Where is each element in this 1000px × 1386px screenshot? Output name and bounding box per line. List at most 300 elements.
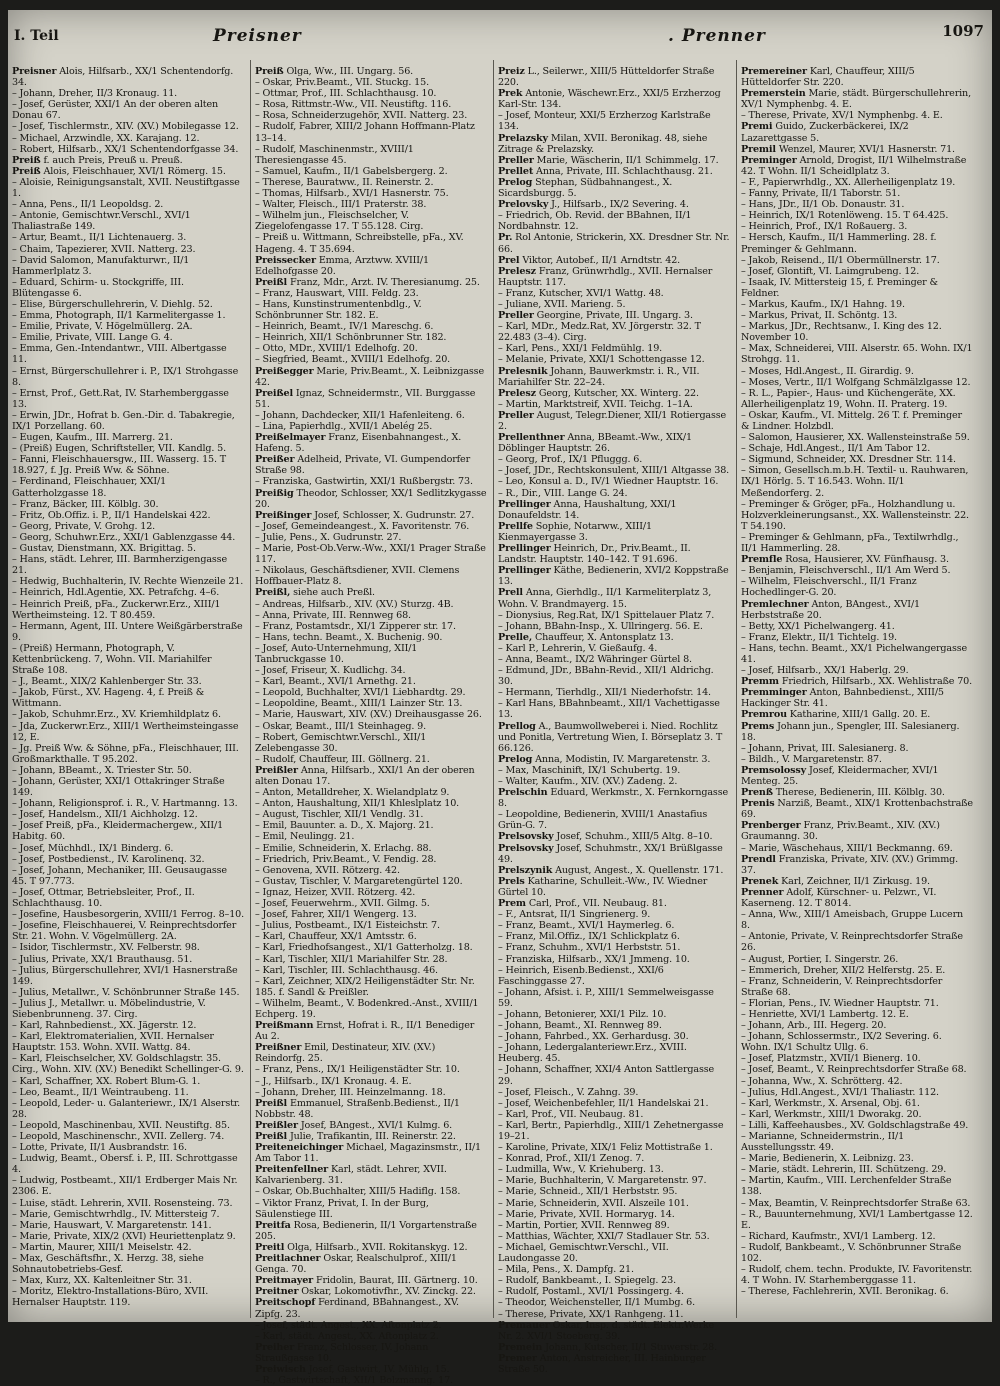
directory-entry: Preitner Oskar, Lokomotivfhr., XV. Zinckg. 22. [255, 1286, 476, 1298]
directory-entry: – Dionysius, Reg.Rat, IX/1 Spittelauer Platz 7. [498, 609, 715, 621]
directory-entry: – Johanna, Ww., X. Schrötterg. 42. [741, 1075, 903, 1087]
directory-entry: Prelesnik Johann, Bauwerkmstr. i. R., VII. Mariahilfer Str. 22–24. [498, 365, 700, 388]
directory-entry: – Rudolf, Bankbeamt., I. Spiegelg. 23. [498, 1275, 676, 1287]
directory-entry: Prenß Therese, Bedienerin, III. Kölblg. 30. [741, 787, 945, 799]
directory-entry: – Josef, Feuerwehrm., XVII. Gilmg. 5. [255, 898, 430, 910]
directory-entry: – Josef, Postbedienst., IV. Karolinenq. 32. [12, 853, 205, 865]
directory-entry: – R., Bauunternehmung, XVI/1 Lambertgasse 12. E. [741, 1208, 973, 1231]
directory-entry: – Hermann, Agent, III. Untere Weißgärberstraße 9. [12, 620, 243, 643]
directory-entry: Prem Carl, Prof., VII. Neubaug. 81. [498, 898, 667, 910]
directory-entry: – Karl, Chauffeur, XX/1 Amtsstr. 6. [255, 931, 417, 943]
directory-entry: – Karl, Werkmstr., XIII/1 Dworakg. 20. [741, 1108, 922, 1120]
directory-entry: – Schaje, Hdl.Angest., II/1 Am Tabor 12. [741, 443, 931, 455]
directory-entry: – Johann, Schlossermstr., IX/2 Severing. 6. Wohn. IX/1 Schultz Ullg. 6. [741, 1031, 942, 1054]
directory-entry: Prenis Narziß, Beamt., XIX/1 Krottenbachstraße 69. [741, 798, 973, 821]
directory-entry: – Franz, Elektr., II/1 Tichtelg. 19. [741, 631, 897, 643]
directory-entry: Premlechner Anton, BAngest., XVI/1 Herbststraße 20. [741, 598, 920, 621]
directory-entry: – Leopoldine, Bedienerin, XVIII/1 Anastafius Grün-G. 7. [498, 809, 708, 832]
directory-entry: – Karl, Zeichner, XIX/2 Heiligenstädter Str. Nr. 185. f. Sandl & Preißler. [255, 975, 475, 998]
directory-entry: – Elise, Bürgerschullehrerin, V. Diehlg. 52. [12, 298, 213, 310]
directory-entry: – Friedrich, Ob. Revid. der BBahnen, II/1 Nordbahnstr. 12. [498, 210, 692, 233]
directory-entry: – Leopoldine, Beamt., XIII/1 Lainzer Str. 13. [255, 698, 463, 710]
directory-entry: – Josef, Ottmar, Betriebsleiter, Prof., II. Schlachthausg. 10. [12, 886, 195, 910]
directory-entry: – Leo, Beamt., II/1 Weintraubeng. 11. [12, 1086, 189, 1098]
directory-entry: Prellet Anna, Private, III. Schlachthausg. 21. [498, 165, 713, 177]
directory-entry: – Betty, XX/1 Pichelwangerg. 41. [741, 620, 895, 632]
directory-entry: Prelsovsky Josef, Schuhmstr., XX/1 Brüßlgasse 49. [498, 842, 723, 865]
directory-entry: Preißel Ignaz, Schneidermstr., VII. Burggasse 51. [255, 387, 476, 410]
directory-entry: – Moritz, Elektro-Installations-Büro, XVII. Hernalser Hauptstr. 119. [12, 1286, 209, 1309]
directory-page [8, 10, 992, 1386]
directory-entry: – Emil, Bauunter. a. D., X. Majorg. 21. [255, 820, 434, 832]
directory-entry: – Ferdinand, Fleischhauer, XXI/1 Gatterholzgasse 18. [12, 476, 167, 499]
directory-entry: – Josefine, Hausbesorgerin, XVIII/1 Ferrog. 8–10. [12, 909, 245, 921]
directory-entry: – Josef, Hilfsarb., XX/1 Haberlg. 29. [741, 665, 909, 677]
directory-entry: – Franziska, Hilfsarb., XX/1 Jmmeng. 10. [498, 953, 690, 965]
directory-entry: – Friedrich, Priv.Beamt., V. Fendig. 28. [255, 853, 437, 865]
directory-entry: – Lotte, Private, II/1 Ausbrandstr. 16. [12, 1142, 187, 1154]
directory-entry: – Josef, JDr., Rechtskonsulent, XIII/1 Altgasse 38. [498, 465, 730, 477]
directory-entry: – Ludwig, Beamt., Obersf. i. P., III. Schrottgasse 4. [12, 1153, 238, 1176]
directory-entry: Preißler Josef, BAngest., XVI/1 Kulmg. 6. [255, 1119, 453, 1131]
directory-entry: – Josef, Gerüster, XXI/1 An der oberen alten Donau 67. [12, 99, 219, 122]
directory-entry: – F., Antsrat, II/1 Singrienerg. 9. [498, 909, 651, 921]
directory-entry: Preißl Julie, Trafikantin, III. Reinerstr. 22. [255, 1131, 456, 1142]
directory-entry: – Emilie, Schneiderin, X. Erlachg. 88. [255, 842, 432, 854]
directory-entry: – Salomon, Hausierer, XX. Wallensteinstraße 59. [741, 432, 970, 444]
directory-entry: – Sigmund, Schneider, XX. Dresdner Str. 114. [741, 454, 956, 466]
column-2 [255, 66, 487, 1386]
directory-entry: – Theodor, Weichensteller, II/1 Mumbg. 6. [498, 1297, 696, 1309]
directory-entry: – Ernst, Prof., Gett.Rat, IV. Starhemberggasse 13. [12, 387, 229, 410]
directory-entry: – Juliane, XVII. Marieng. 5. [498, 298, 626, 310]
directory-entry: Preitmayer Fridolin, Baurat, III. Gärtnerg. 10. [255, 1275, 478, 1287]
directory-entry: – Matthias, Wächter, XXI/7 Stadlauer Str. 53. [498, 1230, 710, 1242]
directory-entry: – Josef, Fahrer, XII/1 Wengerg. 13. [255, 909, 417, 921]
directory-entry: Preminger Arnold, Drogist, II/1 Wilhelmstraße 42. T Wohn. II/1 Scheidlplatz 3. [741, 154, 967, 177]
directory-entry: – Karl, Fleischselcher, XV. Goldschlagstr. 35. Cirg., Wohn. XIV. (XV.) Benedikt Schellinger-G. 9. [12, 1053, 244, 1076]
directory-entry: – Gustav, Tischler, V. Margaretengürtel 120. [255, 875, 463, 887]
directory-entry: – Michael, Gemischtwr.Verschl., VII. Laudongasse 20. [498, 1241, 669, 1265]
directory-entry: – Thomas, Hilfsarb., XVI/1 Hasnerstr. 75. [255, 188, 449, 200]
directory-entry: – Karl, Werkmstr., X. Arsenal, Obj. 61. [741, 1097, 920, 1109]
directory-entry: – Karl, Bertr., Papierhdlg., XIII/1 Zehetnergasse 19–21. [498, 1119, 724, 1142]
directory-entry: – Anna, Private, III. Rennweg 68. [255, 609, 411, 621]
directory-entry: – Max, Schneiderei, VIII. Alserstr. 65. Wohn. IX/1 Strohgg. 11. [741, 343, 973, 366]
directory-entry: Preisner Alois, Hilfsarb., XX/1 Schentendorfg. 34. [12, 66, 234, 89]
directory-entry: – Jda, Zuckerwr.Erz., XIII/1 Wertheimsteingasse 12, E. [12, 720, 239, 743]
directory-entry: – Ernst, Bürgerschullehrer i. P., IX/1 Strohgasse 8. [12, 365, 239, 388]
directory-entry: – Gustav, Dienstmann, XX. Brigittag. 5. [12, 543, 196, 555]
directory-entry: – Josef, Johann, Mechaniker, III. Geusaugasse 45. T 97.773. [12, 864, 227, 887]
directory-entry: – Erwin, JDr., Hofrat b. Gen.-Dir. d. Tabakregie, IX/1 Porzellang. 60. [12, 409, 235, 432]
directory-entry: – Lina, Papierhdlg., XVII/1 Abelég 25. [255, 421, 433, 432]
directory-entry: Prelsovsky Josef, Schuhm., XIII/5 Altg. 8–10. [498, 831, 713, 843]
directory-entry: – Johann, Privat, III. Salesianerg. 8. [741, 742, 909, 754]
directory-entry: – Josef, Platzmstr., XVII/1 Bienerg. 10. [741, 1053, 921, 1065]
directory-entry: Premminger Anton, Bahnbedienst., XIII/5 Hackinger Str. 41. [741, 687, 944, 710]
directory-entry: – Rudolf, Maschinenmstr., XVIII/1 Theresiengasse 45. [255, 143, 414, 166]
directory-entry: – Franz, Bäcker, III. Kölblg. 30. [12, 498, 159, 510]
column-divider [250, 60, 251, 1318]
directory-entry: – Franz, Beamt., XVI/1 Haymerleg. 6. [498, 920, 675, 932]
directory-entry: – Marie, Schneid., XII/1 Herbststr. 95. [498, 1186, 678, 1198]
directory-entry: – Marie, Hauswart, XIV. (XV.) Dreihausgasse 26. [255, 709, 482, 721]
directory-entry: – Josef, Tischlermstr., XIV. (XV.) Mobilegasse 12. [12, 121, 239, 133]
directory-entry: Preitenfellner Karl, städt. Lehrer, XVII. Kalvarienberg. 31. [255, 1164, 447, 1187]
directory-entry: – Heinrich, Hdl.Agentie, XX. Petrafchg. 4–6. [12, 587, 220, 599]
directory-entry: – Josef, Handelsm., XII/1 Aichholzg. 12. [12, 809, 198, 821]
page-header [8, 10, 992, 44]
directory-entry: – Wilhelm, Beamt., V. Bodenkred.-Anst., XVIII/1 Echperg. 19. [255, 997, 479, 1020]
directory-entry: – Julius, Hdl.Angest., XVI/1 Thaliastr. 112. [741, 1086, 939, 1098]
directory-entry: – Karl, Schaffner, XX. Robert Blum-G. 1. [12, 1075, 201, 1087]
directory-entry: Prendl Franziska, Private, XIV. (XV.) Grimmg. 37. [741, 853, 959, 876]
directory-entry: – Marie, Bedienerin, X. Leibnizg. 23. [741, 1153, 914, 1165]
directory-entry: Prel Viktor, Autobef., II/1 Arndtstr. 42. [498, 254, 681, 266]
directory-entry: – Oskar, Ob.Buchhalter, XIII/5 Hadiflg. 158. [255, 1186, 461, 1198]
directory-entry: – Heinrich, Eisenb.Bedienst., XXI/6 Faschinggasse 27. [498, 964, 664, 987]
directory-entry: – Johann, Afsist. i. P., XIII/1 Semmelweisgasse 59. [498, 986, 714, 1009]
directory-entry: Prellog A., Baumwollweberei i. Nied. Rochlitz und Ponitla, Vertretung Wien, I. Börseplatz 3. T 66.126. [498, 720, 723, 754]
directory-entry: – Karl, Prof., VII. Neubaug. 81. [498, 1108, 644, 1120]
directory-entry: – Franz, Mil.Offiz., IX/1 Schlickplatz 6. [498, 931, 680, 943]
directory-entry: – Emmerich, Dreher, XII/2 Helferstg. 25. E. [741, 964, 946, 976]
directory-entry: – Walter, Fleisch., III/1 Praterstr. 38. [255, 199, 427, 211]
directory-entry: – Chaim, Tapezierer, XVII. Natterg. 23. [12, 243, 196, 255]
directory-entry: Preitfa Rosa, Bedienerin, II/1 Vorgartenstraße 205. [255, 1219, 477, 1242]
directory-entry: Premfle Rosa, Hausierer, XV. Fünfhausg. 3. [741, 554, 949, 566]
directory-entry: – Hersch, Kaufm., II/1 Hammerling. 28. f. Preminger & Gehlmann. [741, 232, 937, 255]
directory-entry: Premrou Katharine, XIII/1 Gallg. 20. E. [741, 709, 931, 721]
directory-entry: – Franz, Hauswart, VIII. Feldg. 23. [255, 287, 419, 299]
directory-entry: – R., Dir., VIII. Lange G. 24. [498, 487, 628, 499]
directory-entry: Prelle, Chauffeur, X. Antonsplatz 13. [498, 631, 674, 643]
directory-entry: – Marie, Private, XIX/2 (XVI) Heuriettenplatz 9. [12, 1230, 236, 1242]
directory-entry: – Siegfried, Beamt., XVIII/1 Edelhofg. 20. [255, 354, 451, 366]
directory-entry: Prellinger Heinrich, Dr., Priv.Beamt., II. Landstr. Hauptstr. 140–142. T 91.696. [498, 543, 691, 566]
directory-entry: – Martin, Marktstreif, XVII. Teichg. 1–1A. [498, 398, 693, 410]
column-3 [498, 66, 730, 1375]
directory-entry: – Marie, Private, XVII. Hormaryg. 14. [498, 1208, 675, 1220]
directory-entry: – Anton, Haushaltung, XII/1 Khleslplatz 10. [255, 798, 460, 810]
directory-entry: Prelog Anna, Modistin, IV. Margaretenstr. 3. [498, 753, 711, 765]
directory-entry: – Rudolf, Chauffeur, III. Göllnerg. 21. [255, 753, 430, 765]
directory-entry: Prelesz Franz, Grünwrhdlg., XVII. Hernalser Hauptstr. 117. [498, 265, 713, 288]
directory-entry: – Fritz, Ob.Offiz. i. P., II/1 Handelskai 422. [12, 509, 211, 521]
directory-entry: Prek Antonie, Wäschewr.Erz., XXI/5 Erzherzog Karl-Str. 134. [498, 88, 721, 111]
directory-entry: – Mila, Pens., X. Dampfg. 21. [498, 1264, 634, 1276]
directory-entry: – Martin, Kaufm., VIII. Lerchenfelder Straße 138. [741, 1175, 952, 1198]
directory-entry: Prelesz Georg, Kutscher, XX. Winterg. 22. [498, 387, 699, 399]
directory-entry: – August, Portier, I. Singerstr. 26. [741, 953, 899, 965]
directory-entry: – Luise, städt. Lehrerin, XVII. Rosensteing. 73. [12, 1197, 233, 1209]
directory-entry: – Rudolf, Bankbeamt., V. Schönbrunner Straße 102. [741, 1241, 962, 1265]
directory-entry: – R., Gastwirtschaft, XII/1 Bolzmanng. 17. [255, 1375, 453, 1386]
directory-entry: – Karl, Beamt., XVI/1 Arnethg. 21. [255, 676, 416, 688]
directory-entry: – Rudolf, chem. techn. Produkte, IV. Favoritenstr. 4. T Wohn. IV. Starhemberggasse 11. [741, 1264, 973, 1287]
directory-entry: – Emilie, Private, VIII. Lange G. 4. [12, 332, 173, 344]
directory-entry: – Josef, städt. Angest., XX. Aftonplatz 2. [255, 1319, 442, 1331]
directory-entry: Preitlachner Oskar, Realschulprof., XIII/1 Genga. 70. [255, 1253, 457, 1276]
directory-entry: Preißegger Marie, Priv.Beamt., X. Leibnizgasse 42. [255, 365, 484, 388]
directory-entry: – Marie, Post-Ob.Verw.-Ww., XXI/1 Prager Straße 117. [255, 543, 486, 566]
directory-entry: – Josef, Müchhdl., IX/1 Binderg. 6. [12, 842, 174, 854]
directory-entry: – Leopold, Buchhalter, XVI/1 Liebhardtg. 29. [255, 687, 466, 699]
directory-entry: Preißl Emmanuel, Straßenb.Bedienst., II/1 Nobbstr. 48. [255, 1097, 460, 1120]
directory-entry: – Josef, Weichenbefehler, II/1 Handelskai 21. [498, 1097, 709, 1109]
directory-entry: Prelszynik August, Angest., X. Quellenstr. 171. [498, 864, 724, 876]
directory-entry: – Therese, Bauratww., II. Reinerstr. 2. [255, 176, 434, 188]
directory-entry: – Johann, Dreher, II/3 Kronaug. 11. [12, 88, 178, 100]
directory-entry: – Benjamin, Fleischverschl., II/1 Am Werd 5. [741, 565, 951, 577]
directory-entry: – Max, Beamtin, V. Reinprechtsdorfer Straße 63. [741, 1197, 971, 1209]
column-divider [736, 60, 737, 1318]
directory-entry: – (Preiß) Hermann, Photograph, V. Kettenbrückeng. 7, Wohn. VII. Mariahilfer Straße 108. [12, 642, 212, 677]
directory-entry: Prenek Karl, Zeichner, II/1 Zirkusg. 19. [741, 875, 930, 887]
directory-entry: – Antonie, Private, V. Reinprechtsdorfer Straße 26. [741, 931, 963, 954]
directory-entry: – (Preiß) Eugen, Schriftsteller, VII. Kandlg. 5. [12, 443, 227, 455]
directory-entry: – Julie, Pens., X. Gudrunstr. 27. [255, 531, 402, 543]
directory-entry: – Florian, Pens., IV. Wiedner Hauptstr. 71. [741, 997, 939, 1009]
directory-entry: Prellfe Sophie, Notarww., XIII/1 Kienmayergasse 3. [498, 520, 652, 543]
directory-entry: – Leopold, Maschinenschr., XVII. Zellerg. 74. [12, 1131, 225, 1142]
directory-entry: – Rudolf, Fabrer, XIII/2 Johann Hoffmann-Platz 13–14. [255, 121, 475, 144]
directory-entry: – Marie, Wäschehaus, XIII/1 Beckmanng. 69. [741, 842, 953, 854]
directory-entry: – Josef, Gemeindeangest., X. Favoritenstr. 76. [255, 520, 470, 532]
directory-entry: – Markus, Kaufm., IX/1 Hahng. 19. [741, 298, 905, 310]
directory-entry: – Konrad, Prof., XII/1 Zenog. 7. [498, 1153, 645, 1165]
directory-entry: – Jakob, Reisend., II/1 Obermüllnerstr. 17. [741, 254, 940, 266]
directory-entry: – Robert, Gemischtwr.Verschl., XII/1 Zelebengasse 30. [255, 731, 427, 754]
directory-entry: – Rosa, Schneiderzugehör, XVII. Natterg. 23. [255, 110, 468, 122]
directory-entry: – Johann, BBahn-Insp., X. Ullringerg. 56. E. [498, 620, 703, 632]
directory-entry: – Emma, Photograph, II/1 Karmelitergasse 1. [12, 310, 226, 322]
directory-entry: – Johann, Gerüster, XXI/1 Ottakringer Straße 149. [12, 776, 225, 799]
directory-entry: – Melanie, Private, XXI/1 Schottengasse 12. [498, 354, 705, 366]
page-number: 1097 [942, 22, 984, 40]
column-1 [12, 66, 244, 1316]
directory-entry: – Heinrich Preiß, pFa., Zuckerwr.Erz., XIII/1 Wertheimsteing. 12. T 80.459. [12, 598, 221, 621]
directory-entry: – Johann, Religionsprof. i. R., V. Hartmanng. 13. [12, 798, 238, 810]
directory-entry: – Hans, techn. Beamt., XX/1 Pichelwangergasse 41. [741, 642, 968, 665]
directory-entry: Preitl Olga, Hilfsarb., XVII. Rokitanskyg. 12. [255, 1241, 468, 1253]
section-label: I. Teil [14, 28, 59, 44]
directory-entry: Preißer Adelheid, Private, VI. Gumpendorfer Straße 98. [255, 454, 471, 477]
directory-entry: Prels Katharine, Schulleit.-Ww., IV. Wiedner Gürtel 10. [498, 875, 708, 898]
directory-entry: – Josefine, Fleischhauerei, V. Reinprechtsdorfer Str. 21. Wohn. V. Vögelmüllerg. 2A. [12, 920, 237, 943]
directory-entry: – Josef, Auto-Unternehmung, XII/1 Tanbruckgasse 10. [255, 642, 418, 665]
directory-entry: Prellenthner Anna, BBeamt.-Ww., XIX/1 Döblinger Hauptstr. 26. [498, 432, 692, 455]
directory-entry: – Otto, MDr., XVIII/1 Edelhofg. 20. [255, 343, 418, 355]
directory-entry: – Fanni, Fleischhauersgw., III. Wasserg. 15. T 18.927, f. Jg. Preiß Ww. & Söhne. [12, 454, 227, 477]
directory-entry: – Anna, Beamt., IX/2 Währinger Gürtel 8. [498, 653, 692, 665]
directory-entry: – Karl, Pens., XXI/1 Feldmühlg. 19. [498, 343, 663, 355]
directory-entry: – Oskar, Priv.Beamt., VII. Stuckg. 15. [255, 77, 429, 89]
directory-entry: – Josef, Glontift, VI. Laimgrubeng. 12. [741, 265, 920, 277]
directory-entry: – Marie, Hauswart, V. Margaretenstr. 141. [12, 1219, 212, 1231]
directory-entry: Premm Friedrich, Hilfsarb., XX. Wehlistraße 70. [741, 676, 973, 688]
directory-entry: Preiß Olga, Ww., III. Ungarg. 56. [255, 66, 414, 77]
directory-entry: Prenberger Franz, Priv.Beamt., XIV. (XV.) Graumanng. 30. [741, 820, 940, 843]
directory-entry: – Henriette, XVI/1 Lambertg. 12. E. [741, 1008, 909, 1020]
directory-entry: – Emma, Gen.-Intendantwr., VIII. Albertgasse 11. [12, 343, 227, 366]
directory-entry: – Hedwig, Buchhalterin, IV. Rechte Wienzeile 21. [12, 576, 244, 588]
directory-entry: – Artur, Beamt., II/1 Lichtenauerg. 3. [12, 232, 187, 244]
directory-entry: – Josef Preiß, pFa., Kleidermachergew., XII/1 Habitg. 60. [12, 820, 224, 843]
directory-entry: Prelazsky Milan, XVII. Beronikag. 48, siehe Zitrage & Prelazsky. [498, 132, 708, 155]
directory-entry: – Emilie, Private, V. Högelmüllerg. 2A. [12, 321, 193, 333]
directory-entry: Pr. Rol Antonie, Strickerin, XX. Dresdner Str. Nr. 66. [498, 232, 730, 255]
column-divider [493, 60, 494, 1318]
directory-entry: – Karoline, Private, XIX/1 Feliz Mottistraße 1. [498, 1142, 713, 1154]
directory-entry: – August, Tischler, XII/1 Vendlg. 31. [255, 809, 424, 821]
directory-entry: – Eduard, Schirm- u. Stockgriffe, III. Blütengasse 6. [12, 276, 184, 299]
directory-entry: – Genovena, XVII. Rötzerg. 42. [255, 864, 400, 876]
directory-entry: Preiß Alois, Fleischhauer, XVI/1 Römerg. 15. [12, 165, 226, 177]
directory-entry: – Moses, Vertr., II/1 Wolfgang Schmälzlgasse 12. [741, 376, 971, 388]
directory-entry: Preller August, Telegr.Diener, XII/1 Rotiergasse 2. [498, 409, 727, 432]
directory-entry: Prems Johann jun., Spengler, III. Salesianerg. 18. [741, 720, 960, 743]
directory-entry: – Johann, Fahrbed., XX. Gerhardusg. 30. [498, 1031, 689, 1043]
directory-entry: Preiteneichinger Michael, Magazinsmstr., II/1 Am Tabor 11. [255, 1142, 481, 1165]
directory-entry: – Julius, Postbeamt., IX/1 Eisteichstr. 7. [255, 920, 440, 932]
directory-entry: – David Salomon, Manufakturwr., II/1 Hammerlplatz 3. [12, 254, 190, 277]
directory-entry: – Richard, Kaufmstr., XVI/1 Lamberg. 12. [741, 1230, 936, 1242]
directory-entry: Preißl, siehe auch Preßl. [255, 587, 375, 599]
directory-entry: – Hermann, Tierhdlg., XII/1 Niederhofstr. 14. [498, 687, 711, 699]
right-keyword: . Prenner [668, 26, 766, 46]
directory-entry: Prell Anna, Gierhdlg., II/1 Karmeliterplatz 3, Wohn. V. Brandmayerg. 15. [498, 587, 712, 610]
directory-entry: Preißl Franz, Mdr., Arzt. IV. Theresianumg. 25. [255, 276, 480, 288]
directory-entry: – Franz, Kutscher, XVI/1 Wattg. 48. [498, 287, 664, 299]
directory-entry: – Marianne, Schneidermstrin., II/1 Ausstellungsstr. 49. [741, 1131, 905, 1154]
directory-entry: – Johann, Betonierer, XXI/1 Pilz. 10. [498, 1008, 667, 1020]
directory-entry: – Preminger & Gröger, pFa., Holzhandlung u. Holzverkleinerungsanst., XX. Wallensteinstr. 22. T 54.190. [741, 498, 969, 532]
directory-entry: Preller Marie, Wäscherin, II/1 Schimmelg. 17. [498, 154, 719, 166]
directory-entry: – Anton, Metalldreher, X. Wielandplatz 9. [255, 787, 450, 799]
directory-entry: – R. L., Papier-, Haus- und Küchengeräte, XX. Allerheiligenplatz 19, Wohn. II. Praterg. 19. [741, 387, 956, 410]
directory-entry: Preißig Theodor, Schlosser, XX/1 Sedlitzkygasse 20. [255, 487, 487, 510]
directory-entry: – Franz, Schneiderin, V. Reinprechtsdorfer Straße 68. [741, 975, 943, 998]
directory-entry: – Hans, JDr., II/1 Ob. Donaustr. 31. [741, 199, 905, 211]
directory-entry: – Walter, Kaufm., XIV. (XV.) Zadeng. 2. [498, 776, 678, 787]
directory-entry: Prenner Adolf, Kürschner- u. Pelzwr., VI. Kaserneng. 12. T 8014. [741, 886, 937, 910]
directory-entry: Premein Johann, Kutscher, II/1 Stuwerstr. 28. [498, 1341, 718, 1353]
directory-entry: – Karl P., Lehrerin, V. Gießaufg. 4. [498, 642, 658, 654]
directory-entry: – Ottmar, Prof., III. Schlachthausg. 10. [255, 88, 437, 100]
directory-entry: – Max, Kurz, XX. Kaltenleitner Str. 31. [12, 1275, 192, 1287]
directory-entry: – Julius J., Metallwr. u. Möbelindustrie, V. Siebenbrunneng. 37. Cirg. [12, 997, 206, 1020]
directory-entry: – Karl, Tischler, III. Schlachthausg. 46. [255, 964, 438, 976]
directory-entry: – Hans, städt. Lehrer, III. Barmherzigengasse 21. [12, 554, 227, 577]
directory-entry: – Johann, Dreher, III. Heinzelmanng. 18. [255, 1086, 446, 1098]
directory-entry: – Franz, Pens., IX/1 Heiligenstädter Str. 10. [255, 1064, 460, 1076]
directory-entry: – Michael, Arzwindle, XX. Karajang. 12. [12, 132, 200, 144]
directory-entry: – Karl, Elektromaterialien, XVII. Hernalser Hauptstr. 153. Wohn. XVII. Wattg. 84. [12, 1031, 214, 1054]
directory-entry: – Rudolf, Postaml., XVI/1 Possingerg. 4. [498, 1286, 684, 1298]
directory-entry: – Johann, Ledergalanteriewr.Erz., XVIII. Heuberg. 45. [498, 1042, 687, 1065]
directory-entry: Premsolossy Josef, Kleidermacher, XVI/1 Menteg. 25. [741, 764, 939, 787]
directory-entry: – Anna, Ww., XIII/1 Ameisbach, Gruppe Lucern 8. [741, 909, 964, 932]
directory-entry: – Ludmilla, Ww., V. Kriehuberg. 13. [498, 1164, 664, 1176]
directory-entry: – Josef, Friseur, X. Kudlichg. 34. [255, 665, 406, 677]
directory-entry: – Heinrich, XII/1 Schönbrunner Str. 182. [255, 332, 447, 344]
directory-entry: – Max, Geschäftsfhr., X. Herzg. 38, siehe Sohnautobetriebs-Gesf. [12, 1253, 204, 1276]
directory-entry: – Andreas, Hilfsarb., XIV. (XV.) Sturzg. 4B. [255, 598, 454, 610]
directory-entry: Preitschopf Ferdinand, BBahnangest., XV. Zipfg. 23. [255, 1297, 459, 1320]
directory-entry: – Franz, Schuhm., XVI/1 Herbststr. 51. [498, 942, 681, 954]
left-keyword: Preisner [213, 26, 302, 46]
directory-entry: – Ludwig, Postbeamt., XII/1 Erdberger Mais Nr. 2306. E. [12, 1175, 238, 1198]
directory-entry: – J., Hilfsarb., IX/1 Kronaug. 4. E. [255, 1075, 412, 1087]
directory-entry: Prellinger Anna, Haushaltung, XXI/1 Donaufeldstr. 14. [498, 498, 677, 521]
directory-entry: – Marie, Gemischtwrhdlg., IV. Mittersteig 7. [12, 1208, 220, 1220]
directory-entry: – Johann, Dachdecker, XII/1 Hafenleiteng. 6. [255, 409, 465, 421]
directory-entry: – Emil, Neulingg. 21. [255, 831, 355, 843]
directory-entry: – Preiß u. Wittmann, Schreibstelle, pFa., XV. Hageng. 4. T 35.694. [255, 232, 464, 255]
directory-entry: Preißmann Ernst, Hofrat i. R., II/1 Benediger Au 2. [255, 1020, 475, 1043]
directory-entry: – Leo, Konsul a. D., IV/1 Wiedner Hauptstr. 16. [498, 476, 719, 488]
directory-entry: – Hans, techn. Beamt., X. Buchenig. 90. [255, 631, 443, 643]
directory-entry: – Therese, Private, XV/1 Nymphenbg. 4. E. [741, 110, 943, 122]
directory-entry: Prelovsky J., Hilfsarb., IX/2 Severing. 4. [498, 199, 689, 211]
directory-entry: – Julius, Bürgerschullehrer, XVI/1 Hasnerstraße 149. [12, 964, 238, 987]
directory-entry: Premi Guido, Zuckerbäckerei, IX/2 Lazarettgasse 5. [741, 121, 909, 144]
directory-entry: – Lilli, Kaffeehausbes., XV. Goldschlagstraße 49. [741, 1119, 969, 1131]
directory-entry: – Rosa, Rittmstr.-Ww., VII. Neustiftg. 116. [255, 99, 452, 111]
directory-entry: – Josef, Beamt., V. Reinprechtsdorfer Straße 68. [741, 1064, 967, 1076]
directory-entry: – Jg. Preiß Ww. & Söhne, pFa., Fleischhauer, III. Großmarkthalle. T 95.202. [12, 742, 239, 765]
directory-entry: – Therese, Private, XX/1 Ranhgeng. 11. [498, 1308, 684, 1320]
directory-entry: Preller Georgine, Private, III. Ungarg. 3. [498, 310, 693, 322]
directory-entry: – Isidor, Tischlermstr., XV. Felberstr. 98. [12, 942, 200, 954]
directory-entry: – Anna, Pens., II/1 Leopoldsg. 2. [12, 199, 164, 211]
directory-entry: – F., Papierwrhdlg., XX. Allerheiligenplatz 19. [741, 176, 956, 188]
directory-entry: Preiß f. auch Preis, Preuß u. Preuß. [12, 154, 183, 166]
directory-entry: – Moses, Hdl.Angest., II. Girardig. 9. [741, 365, 914, 377]
directory-entry: – Franz, Postamtsdr., XI/1 Zipperer str. 17. [255, 620, 456, 632]
directory-entry: – Karl, MDr., Medz.Rat, XV. Jörgerstr. 32. T 22.483 (3–4). Cirg. [498, 321, 701, 344]
directory-entry: – Johann, Beamt., XI. Rennweg 89. [498, 1020, 662, 1032]
directory-entry: Premer Anton, Anstreicher, III. Hainburger Straße 50. [498, 1352, 706, 1375]
directory-entry: – Johann, Arb., III. Hegerg. 20. [741, 1020, 887, 1032]
directory-entry: – Karl, städt. Angest., XX. Aftonplatz 2. [255, 1330, 439, 1342]
directory-entry: Premereiner Karl, Chauffeur, XIII/5 Hütteldorfer Str. 220. [741, 66, 915, 89]
directory-entry: – Max, Maschinift, IX/1 Schubertg. 19. [498, 764, 681, 776]
directory-entry: – Julius, Metallwr., V. Schönbrunner Straße 145. [12, 986, 240, 998]
directory-entry: – Georg, Private, V. Grohg. 12. [12, 520, 156, 532]
directory-entry: – Josef, Monteur, XXI/5 Erzherzog Karlstraße 134. [498, 110, 711, 133]
directory-entry: Preiwisch Josef, Gastwirt, IV. Mühlg. 15. [255, 1363, 450, 1375]
directory-entry: – Isaak, IV. Mittersteig 15, f. Preminger & Feldner. [741, 276, 938, 299]
directory-entry: – Julius, Private, XX/1 Brauthausg. 51. [12, 953, 193, 965]
directory-entry: – Oskar, Kaufm., VI. Mittelg. 26 T. f. Preminger & Lindner. Holzbdl. [741, 409, 962, 432]
directory-entry: Preiher Franz, Schlosser, IV. Johann Straußgasse 10. [255, 1341, 429, 1364]
directory-entry: – Heinrich, Prof., IX/1 Roßauerg. 3. [741, 221, 908, 233]
directory-entry: Prellinger Käthe, Bedienerin, XVI/2 Koppstraße 13. [498, 565, 729, 588]
directory-entry: – Jakob, Schuhmr.Erz., XV. Kriemhildplatz 6. [12, 709, 221, 721]
directory-entry: – Hans, Kunstinstrumentenbdlg., V. Schönbrunner Str. 182. E. [255, 298, 422, 322]
directory-entry: – Preminger & Gehlmann, pFa., Textilwrhdlg., II/1 Hammerling. 28. [741, 531, 959, 555]
directory-entry: Prelog Stephan, Südbahnangest., X. Sicardsburgg. 5. [498, 176, 673, 200]
directory-entry: – Karl Hans, BBahnbeamt., XII/1 Vachettigasse 13. [498, 698, 720, 721]
directory-entry: – Eugen, Kaufm., III. Marrerg. 21. [12, 432, 173, 444]
directory-entry: – Bildh., V. Margaretenstr. 87. [741, 753, 882, 765]
directory-entry: Preiz L., Seilerwr., XIII/5 Hütteldorfer Straße 220. [498, 66, 715, 89]
directory-entry: – Jakob, Fürst., XV. Hageng. 4, f. Preiß & Wittmann. [12, 687, 205, 710]
directory-entry: – J., Beamt., XIX/2 Kahlenberger Str. 33. [12, 676, 202, 688]
